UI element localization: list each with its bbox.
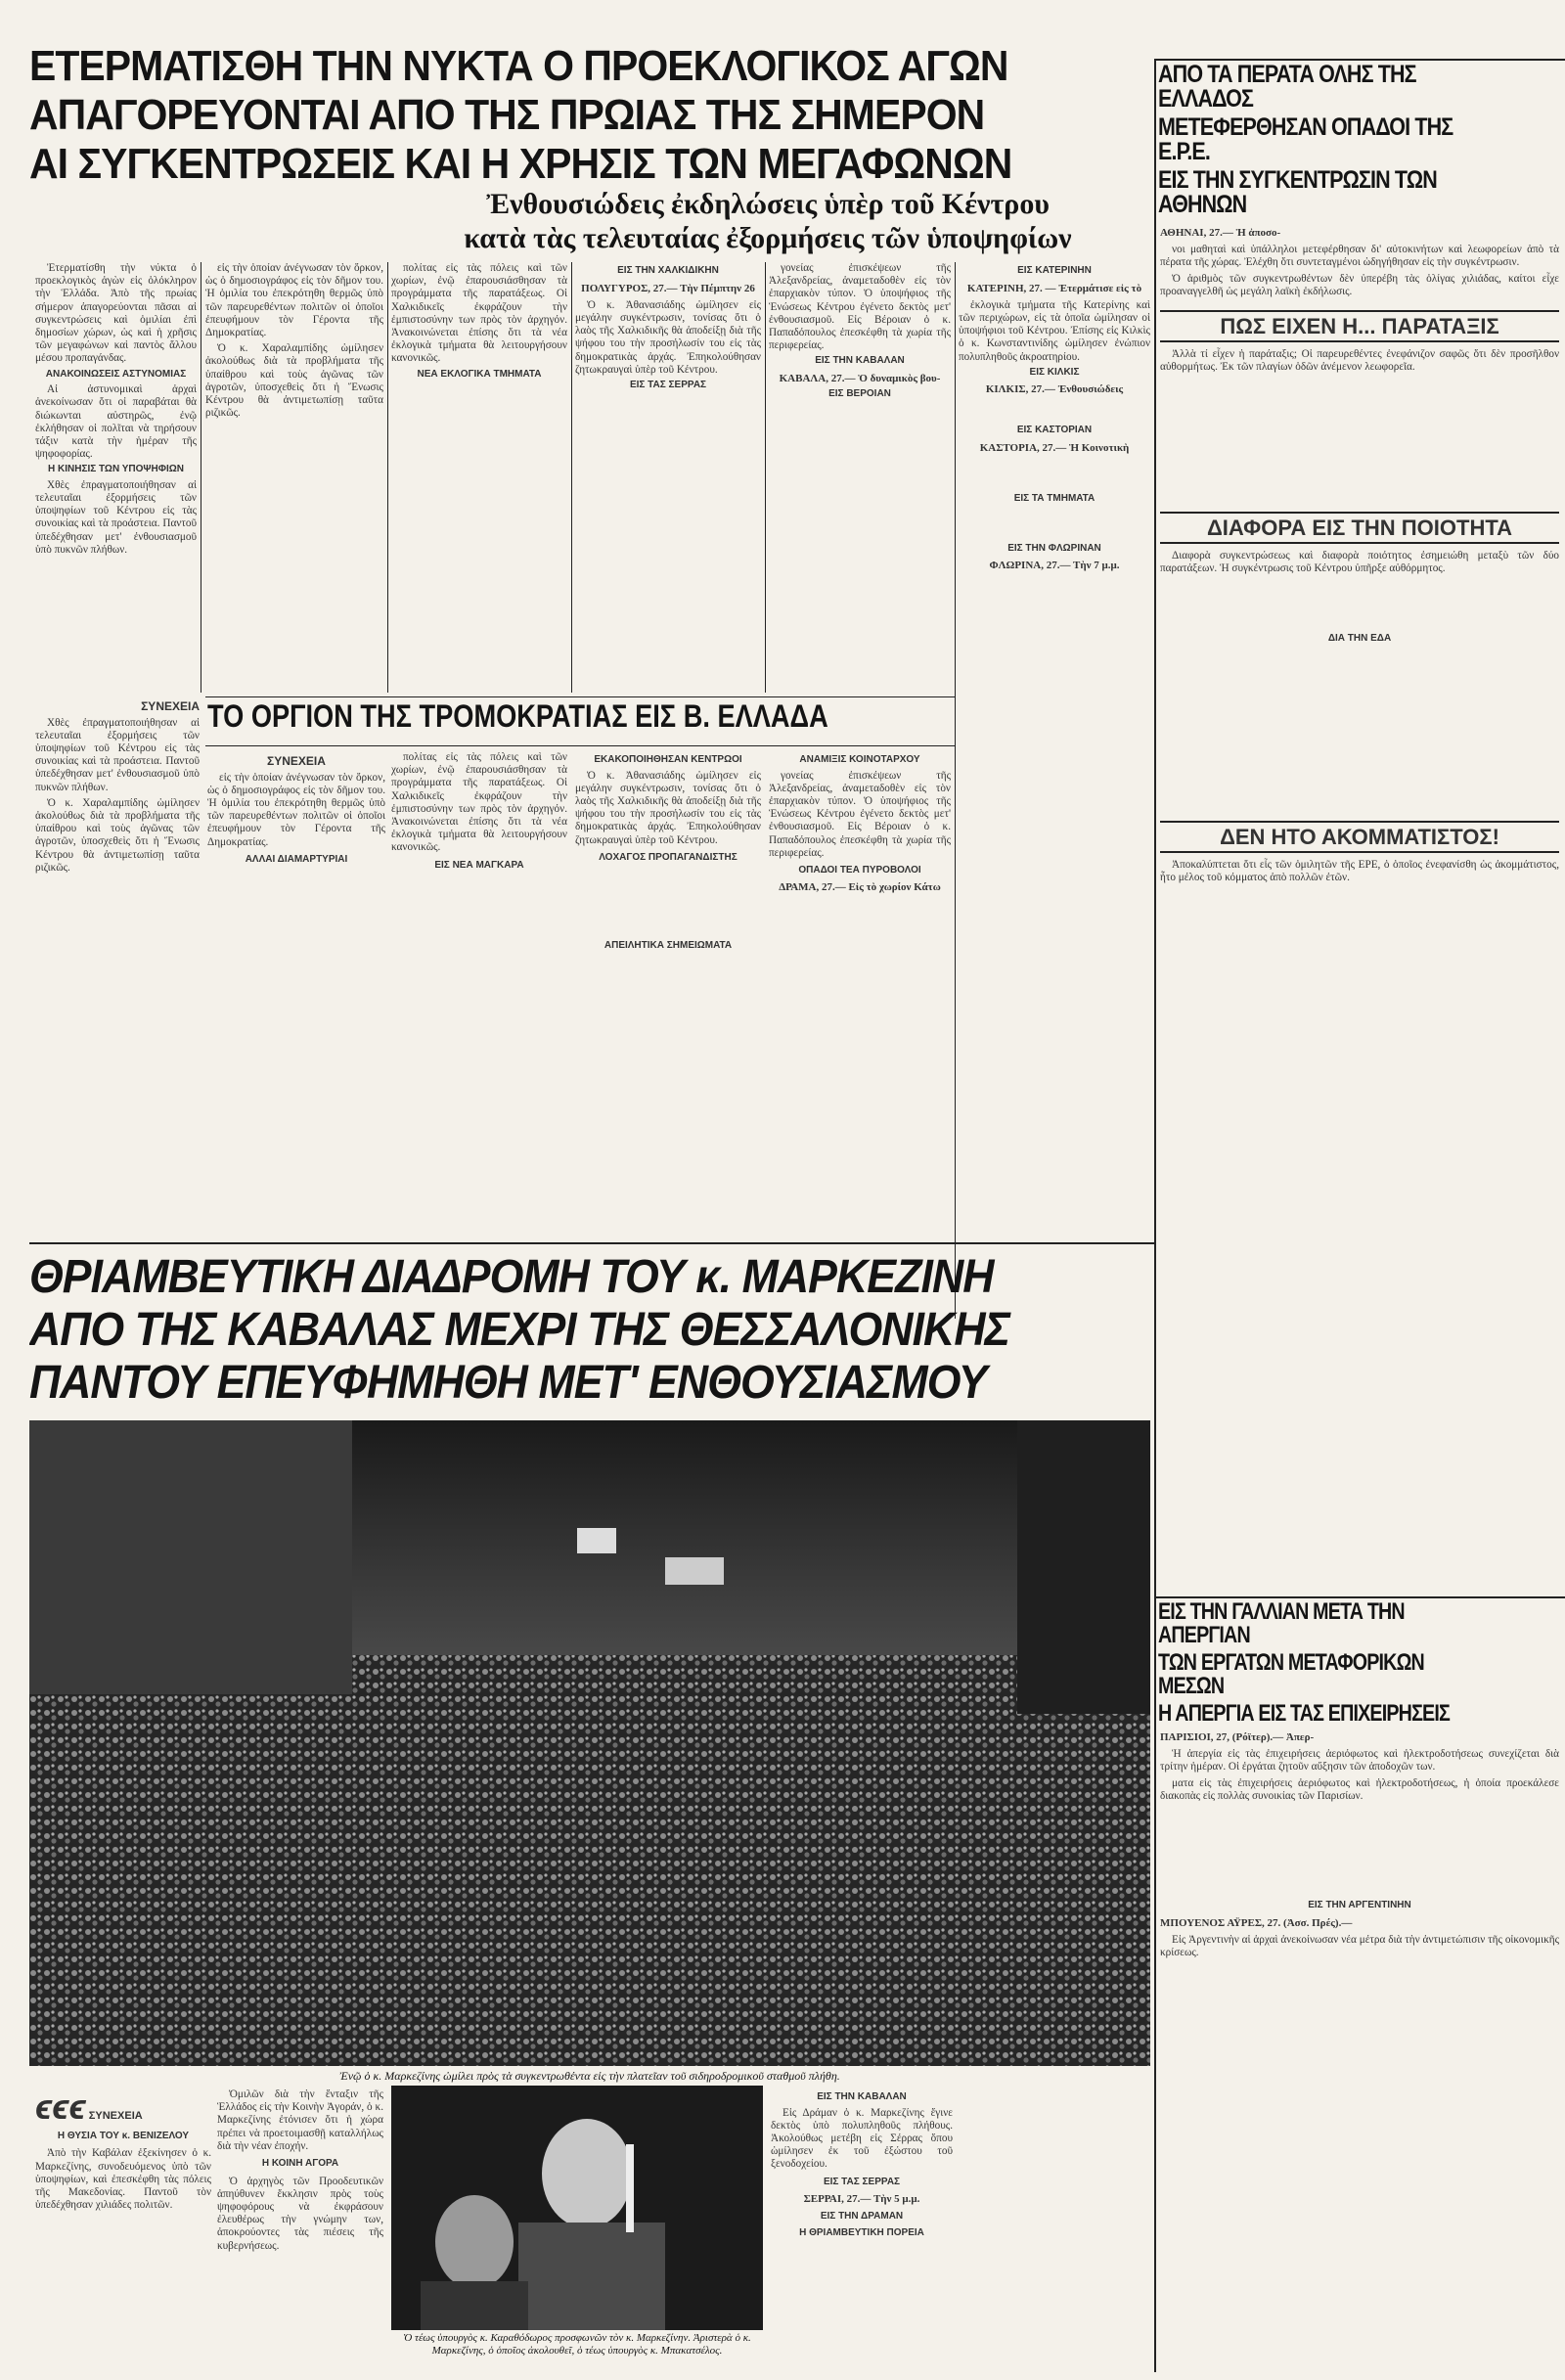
right-headline-line3: ΕΙΣ ΤΗΝ ΣΥΓΚΕΝΤΡΩΣΙΝ ΤΩΝ ΑΘΗΝΩΝ <box>1158 166 1437 218</box>
column-3-mid <box>391 751 567 1240</box>
gallia-para-1: Ἡ ἀπεργία εἰς τὰς ἐπιχειρήσεις ἀεριόφωτος καὶ ἠλεκτροδοτήσεως συνεχίζεται διὰ τρίτην ἡμέραν. Οἱ ἐργάται ζητοῦν αὔξησιν τῶν ἀποδοχῶν των. <box>1160 1748 1559 1774</box>
argentina-head: ΕΙΣ ΤΗΝ ΑΡΓΕΝΤΙΝΗΝ <box>1308 1900 1411 1911</box>
argentina-para: Εἰς Ἀργεντινὴν αἱ ἀρχαὶ ἀνεκοίνωσαν νέα μέτρα διὰ τὴν ἀντιμετώπισιν τῆς οἰκονομικῆς κρίσεως. <box>1160 1933 1559 1958</box>
anamixis-head: ΑΝΑΜΙΞΙΣ ΚΟΙΝΟΤΑΡΧΟΥ <box>799 754 920 765</box>
column-3-top <box>391 262 567 693</box>
column-1-para-2: Αἱ ἀστυνομικαὶ ἀρχαὶ ἀνεκοίνωσαν ὅτι οἱ παραβάται θὰ διώκωνται αὐστηρῶς, ἐνῷ ἐκλήθησαν οἱ πολῖται νὰ τηρήσουν τάξιν κατὰ τὴν ἡμέραν τῆς ψηφοφορίας. <box>35 383 197 461</box>
portrait-caption: Ὁ τέως ὑπουργὸς κ. Καραθόδωρος προσφωνῶν τὸν κ. Μαρκεζίνην. Ἀριστερὰ ὁ κ. Μαρκεζίνης, ὁ ὁποῖος ἀκολουθεῖ, ὁ τέως ὑπουργὸς κ. Μπακατσέλος. <box>403 2332 751 2357</box>
column-5-mid-para: γονείας ἐπισκέψεων τῆς Ἀλεξανδρείας, ἀναμεταδοθὲν εἰς τὸν ἐπαρχιακὸν τύπον. Ὁ ὑποψήφιος τῆς Ἑνώσεως Κέντρου ἐγένετο δεκτὸς μετ' ἐνθουσιασμοῦ. Εἰς Βέροιαν ὁ κ. Παπαδόπουλος ἐπεσκέφθη τὰ χωρία τῆς περιφερείας. <box>769 769 951 859</box>
main-headline <box>29 45 1149 182</box>
right-para-1: νοι μαθηταὶ καὶ ὑπάλληλοι μετεφέρθησαν δι' αὐτοκινήτων καὶ λεωφορείων ἀπὸ τὰ πέρατα τῆς χώρας. Ἐλέχθη ὅτι συντεταγμένοι ὡδηγήθησαν εἰς τὴν συγκέντρωσιν. <box>1160 244 1559 269</box>
right-para-4: Διαφορὰ συγκεντρώσεως καὶ διαφορὰ ποιότητος ἐσημειώθη μεταξὺ τῶν δύο παρατάξεων. Ἡ συγκέντρωσις τοῦ Κέντρου ὑπῆρξε αὐθόρμητος. <box>1160 549 1559 574</box>
main-subheadline-line1: Ἐνθουσιώδεις ἐκδηλώσεις ὑπὲρ τοῦ Κέντρου <box>486 188 1050 220</box>
right-para-2: Ὁ ἀριθμὸς τῶν συγκεντρωθέντων δὲν ὑπερέβη τὰς ὀλίγας χιλιάδας, καίτοι εἶχε προαναγγελθῆ ὡς μεγάλη λαϊκὴ ἐκδήλωσις. <box>1160 272 1559 297</box>
kilkis-head: ΕΙΣ ΚΙΛΚΙΣ <box>1029 366 1080 378</box>
gallia-line3: Η ΑΠΕΡΓΙΑ ΕΙΣ ΤΑΣ ΕΠΙΧΕΙΡΗΣΕΙΣ <box>1158 1700 1451 1722</box>
column-4-mid-para: Ὁ κ. Ἀθανασιάδης ὡμίλησεν εἰς μεγάλην συγκέντρωσιν, τονίσας ὅτι ὁ λαὸς τῆς Χαλκιδικῆς θὰ ἀποδείξῃ διὰ τῆς ψήφου του τὴν προσήλωσίν του εἰς τὰς δημοκρατικὰς ἀρχάς. Ἐπηκολούθησαν ζητωκραυγαὶ ὑπὲρ τοῦ Κέντρου. <box>575 769 761 846</box>
gallia-body <box>1160 1726 1559 2371</box>
alla-diamartyrai-head: ΑΛΛΑΙ ΔΙΑΜΑΡΤΥΡΙΑΙ <box>245 853 348 865</box>
athinai-dateline: ΑΘΗΝΑΙ, 27.— Ἡ ἀποσο- <box>1160 227 1281 239</box>
crowd-caption: Ἐνῷ ὁ κ. Μαρκεζίνης ὡμίλει πρὸς τὰ συγκεντρωθέντα εἰς τὴν πλατεῖαν τοῦ σιδηροδρομικοῦ σταθμοῦ πλήθη. <box>339 2069 840 2083</box>
kiniseis-head: Η ΚΙΝΗΣΙΣ ΤΩΝ ΥΠΟΨΗΦΙΩΝ <box>48 464 184 475</box>
synecheia-1: ΣΥΝΕΧΕΙΑ <box>141 699 200 713</box>
column-5-top <box>769 262 951 693</box>
column-5-mid <box>769 751 951 1240</box>
kavala-dateline: ΚΑΒΑΛΑ, 27.— Ὁ δυναμικὸς βου- <box>779 372 941 384</box>
crowd-photo <box>29 1420 1150 2066</box>
right-headline-line1: ΑΠΟ ΤΑ ΠΕΡΑΤΑ ΟΛΗΣ ΤΗΣ ΕΛΛΑΔΟΣ <box>1158 63 1416 112</box>
koini-agora-head: Η ΚΟΙΝΗ ΑΓΟΡΑ <box>261 2158 339 2170</box>
kilkis-dateline: ΚΙΛΚΙΣ, 27.— Ἐνθουσιώδεις <box>985 383 1124 396</box>
column-6-top <box>959 262 1150 1319</box>
serras2-head: ΕΙΣ ΤΑΣ ΣΕΡΡΑΣ <box>823 2176 901 2187</box>
dia-tin-eda-head: ΔΙΑ ΤΗΝ ΕΔΑ <box>1327 633 1392 645</box>
big-headline-line3: ΠΑΝΤΟΥ ΕΠΕΥΦΗΜΗΘΗ ΜΕΤ' ΕΝΘΟΥΣΙΑΣΜΟΥ <box>29 1357 987 1409</box>
katerini-head: ΕΙΣ ΚΑΤΕΡΙΝΗΝ <box>1017 265 1092 276</box>
polygyros-dateline: ΠΟΛΥΓΥΡΟΣ, 27.— Τὴν Πέμπτην 26 <box>581 282 755 294</box>
poiotita-head: ΔΙΑΦΟΡΑ ΕΙΣ ΤΗΝ ΠΟΙΟΤΗΤΑ <box>1206 515 1513 540</box>
column-2-mid <box>207 751 385 1240</box>
main-subheadline <box>386 188 1149 258</box>
synecheia-2: ΣΥΝΕΧΕΙΑ <box>267 754 326 768</box>
bottom-col4-para: Εἰς Δράμαν ὁ κ. Μαρκεζίνης ἔγινε δεκτὸς ὑπὸ πολυπληθοῦς πλήθους. Ἀκολούθως μετέβη εἰς Σέρρας ὅπου ὡμίλησεν ἐκ τοῦ ἐξώστου τοῦ ξενοδοχείου. <box>771 2106 953 2171</box>
katerini-dateline: ΚΑΤΕΡΙΝΗ, 27. — Ἐτερμάτισε εἰς τὸ <box>966 282 1142 294</box>
draman-head: ΕΙΣ ΤΗΝ ΔΡΑΜΑΝ <box>820 2211 904 2223</box>
column-6-para-1: ἐκλογικὰ τμήματα τῆς Κατερίνης καὶ τῶν περιχώρων, εἰς τὰ ὁποῖα ὡμίλησαν οἱ ὑποψήφιοι τοῦ Κέντρου. Ἐπίσης εἰς Κιλκὶς ὁ κ. Κωνσταντινίδης ὡμίλησεν ἐνώπιον πολυπληθοῦς ἀκροατηρίου. <box>959 298 1150 363</box>
akommatistos-head: ΔΕΝ ΗΤΟ ΑΚΟΜΜΑΤΙΣΤΟΣ! <box>1220 824 1499 849</box>
nea-magkara-head: ΕΙΣ ΝΕΑ ΜΑΓΚΑΡΑ <box>434 859 524 871</box>
kavalan2-head: ΕΙΣ ΤΗΝ ΚΑΒΑΛΑΝ <box>817 2091 907 2102</box>
main-headline-line2: ΑΠΑΓΟΡΕΥΟΝΤΑΙ ΑΠΟ ΤΗΣ ΠΡΩΙΑΣ ΤΗΣ ΣΗΜΕΡΟΝ <box>29 91 985 139</box>
kastoria-dateline: ΚΑΣΤΟΡΙΑ, 27.— Ἡ Κοινοτικὴ <box>979 441 1130 454</box>
mpouenos-dateline: ΜΠΟΥΕΝΟΣ ΑΫΡΕΣ, 27. (Ἀσσ. Πρές).— <box>1160 1916 1353 1929</box>
column-5-para-1: γονείας ἐπισκέψεων τῆς Ἀλεξανδρείας, ἀναμεταδοθὲν εἰς τὸν ἐπαρχιακὸν τύπον. Ὁ ὑποψήφιος τῆς Ἑνώσεως Κέντρου ἐγένετο δεκτὸς μετ' ἐνθουσιασμοῦ. Εἰς Βέροιαν ὁ κ. Παπαδόπουλος ἐπεσκέφθη τὰ χωρία τῆς περιφερείας. <box>769 262 951 352</box>
thysia-head: Η ΘΥΣΙΑ ΤΟΥ κ. ΒΕΝΙΖΕΛΟΥ <box>57 2130 190 2141</box>
kastoria-head: ΕΙΣ ΚΑΣΤΟΡΙΑΝ <box>1016 425 1093 436</box>
portrait-photo <box>391 2086 763 2330</box>
thriamveftiki-head: Η ΘΡΙΑΜΒΕΥΤΙΚΗ ΠΟΡΕΙΑ <box>799 2226 924 2238</box>
gallia-rule-top <box>1154 1596 1565 1598</box>
right-headline-line2: ΜΕΤΕΦΕΡΘΗΣΑΝ ΟΠΑΔΟΙ ΤΗΣ Ε.Ρ.Ε. <box>1158 113 1453 165</box>
divider-4 <box>765 262 766 693</box>
bottom-column-1 <box>35 2088 211 2372</box>
kavala-head: ΕΙΣ ΤΗΝ ΚΑΒΑΛΑΝ <box>815 355 905 367</box>
opaloi-head: ΟΠΑΔΟΙ ΤΕΑ ΠΥΡΟΒΟΛΟΙ <box>798 864 921 876</box>
column-4-top <box>575 262 761 693</box>
gallia-line2: ΤΩΝ ΕΡΓΑΤΩΝ ΜΕΤΑΦΟΡΙΚΩΝ ΜΕΣΩΝ <box>1158 1649 1424 1699</box>
bottom-col1-para: Ἀπὸ τὴν Καβάλαν ἐξεκίνησεν ὁ κ. Μαρκεζίνης, συνοδευόμενος ὑπὸ τῶν ὑποψηφίων, καὶ ἐπεσκέφθη τὰς πόλεις τῆς Μακεδονίας. Παντοῦ τὸν ὑπεδέχθησαν χιλιάδες πολιτῶν. <box>35 2147 211 2212</box>
right-column-divider <box>1154 59 1156 2372</box>
timmata-head: ΕΙΣ ΤΑ ΤΜΗΜΑΤΑ <box>1013 493 1096 505</box>
gallia-para-2: ματα εἰς τὰς ἐπιχειρήσεις ἀεριόφωτος καὶ ἠλεκτροδοτήσεως, ἡ ὁποία προεκάλεσε διακοπὰς εἰς πολλὰς συνοικίας τῶν Παρισίων. <box>1160 1776 1559 1802</box>
apeilitika-head: ΑΠΕΙΛΗΤΙΚΑ ΣΗΜΕΙΩΜΑΤΑ <box>604 940 733 952</box>
main-subheadline-line2: κατὰ τὰς τελευταίας ἐξορμήσεις τῶν ὑποψηφίων <box>464 222 1072 254</box>
column-4-para-1: Ὁ κ. Ἀθανασιάδης ὡμίλησεν εἰς μεγάλην συγκέντρωσιν, τονίσας ὅτι ὁ λαὸς τῆς Χαλκιδικῆς θὰ ἀποδείξῃ διὰ τῆς ψήφου του τὴν προσήλωσίν του εἰς τὰς δημοκρατικὰς ἀρχάς. Ἐπηκολούθησαν ζητωκραυγαὶ ὑπὲρ τοῦ Κέντρου. <box>575 298 761 376</box>
big-headline <box>29 1250 1150 1418</box>
big-headline-line2: ΑΠΟ ΤΗΣ ΚΑΒΑΛΑΣ ΜΕΧΡΙ ΤΗΣ ΘΕΣΣΑΛΟΝΙΚΗΣ <box>29 1304 1010 1356</box>
anakoinoseis-head: ΑΝΑΚΟΙΝΩΣΕΙΣ ΑΣΤΥΝΟΜΙΑΣ <box>45 368 187 380</box>
column-1-mid-para-2: Ὁ κ. Χαραλαμπίδης ὡμίλησεν ἀκολούθως διὰ τὰ προβλήματα τῆς ὑπαίθρου καὶ τοὺς ἀγῶνας τῶν ἀγροτῶν, ὑποσχεθεὶς ὅτι ἡ Ἕνωσις Κέντρου θὰ ἀντιμετωπίσῃ ταῦτα ριζικῶς. <box>35 796 200 874</box>
chalkidiki-head: ΕΙΣ ΤΗΝ ΧΑΛΚΙΔΙΚΗΝ <box>617 265 719 276</box>
main-headline-line3: ΑΙ ΣΥΓΚΕΝΤΡΩΣΕΙΣ ΚΑΙ Η ΧΡΗΣΙΣ ΤΩΝ ΜΕΓΑΦΩΝΩΝ <box>29 140 1012 182</box>
column-1-mid-para: Χθὲς ἐπραγματοποιήθησαν αἱ τελευταῖαι ἐξορμήσεις τῶν ὑποψηφίων τοῦ Κέντρου εἰς τὰς συνοικίας καὶ τὰ προάστεια. Παντοῦ ὑπεδέχθησαν μετ' ἐνθουσιασμοῦ ὑπὸ πυκνῶν πλήθων. <box>35 716 200 793</box>
column-3-para-1: πολίτας εἰς τὰς πόλεις καὶ τῶν χωρίων, ἐνῷ ἐπαρουσιάσθησαν τὰ προγράμματα τῆς παρατάξεως. Οἱ Χαλκιδικεῖς ἐκφράζουν τὴν ἐμπιστοσύνην των πρὸς τὸν ἀρχηγόν. Ἀνακοινώνεται ἐπίσης ὅτι τὰ νέα ἐκλογικὰ τμήματα θὰ λειτουργήσουν κανονικῶς. <box>391 262 567 365</box>
mid-headline-box <box>207 700 953 743</box>
right-para-5: Ἀποκαλύπτεται ὅτι εἷς τῶν ὁμιλητῶν τῆς ΕΡΕ, ὁ ὁποῖος ἐνεφανίσθη ὡς ἀκομμάτιστος, ἦτο μέλος τοῦ κόμματος ἀπὸ πολλῶν ἐτῶν. <box>1160 858 1559 883</box>
gallia-headline <box>1158 1600 1559 1722</box>
bottom-col2-para-2: Ὁ ἀρχηγὸς τῶν Προοδευτικῶν ἀπηύθυνεν ἔκκλησιν πρὸς τοὺς ψηφοφόρους νὰ ἐκφράσουν ἐλευθέρως τὴν γνώμην των, ἀποκρούοντες τὰς πιέσεις τῆς κυβερνήσεως. <box>217 2175 383 2252</box>
gallia-line1: ΕΙΣ ΤΗΝ ΓΑΛΛΙΑΝ ΜΕΤΑ ΤΗΝ ΑΠΕΡΓΙΑΝ <box>1158 1600 1405 1648</box>
right-headline <box>1158 63 1559 219</box>
mid-rule-top <box>205 696 955 697</box>
portrait-photo-svg <box>391 2086 763 2330</box>
divider-5 <box>955 262 956 1319</box>
lochagos-head: ΛΟΧΑΓΟΣ ΠΡΟΠΑΓΑΝΔΙΣΤΗΣ <box>599 851 738 863</box>
left-margin-fragment <box>0 59 12 235</box>
right-para-3: Ἀλλὰ τί εἶχεν ἡ παράταξις; Οἱ παρευρεθέντες ἐνεφάνιζον σαφῶς ὅτι δὲν προσῆλθον αὐθορμήτως. Ἐκ τῶν πλαγίων ὁδῶν ἀνέμενον λεωφορεῖα. <box>1160 348 1559 374</box>
parisi-dateline: ΠΑΡΙΣΙΟΙ, 27, (Ρόϊτερ).— Ἀπερ- <box>1160 1731 1315 1743</box>
column-2-top <box>205 262 383 693</box>
serres-head: ΕΙΣ ΤΑΣ ΣΕΡΡΑΣ <box>629 379 707 390</box>
ekakopoiithisan-head: ΕΚΑΚΟΠΟΙΗΘΗΣΑΝ ΚΕΝΤΡΩΟΙ <box>594 754 742 765</box>
synecheia-bottom-label: ΣΥΝΕΧΕΙΑ <box>88 2110 143 2122</box>
parataxis-head: ΠΩΣ ΕΙΧΕΝ Η... ΠΑΡΑΤΑΞΙΣ <box>1220 314 1499 339</box>
bottom-column-2 <box>217 2088 383 2372</box>
right-column-body <box>1160 221 1559 1591</box>
nea-eklogika-head: ΝΕΑ ΕΚΛΟΓΙΚΑ ΤΜΗΜΑΤΑ <box>417 368 542 380</box>
column-1-mid <box>35 696 200 1244</box>
divider-3 <box>571 262 572 693</box>
crowd-photo-svg <box>29 1420 1150 2066</box>
bottom-col2-para: Ὁμιλῶν διὰ τὴν ἔνταξιν τῆς Ἑλλάδος εἰς τὴν Κοινὴν Ἀγοράν, ὁ κ. Μαρκεζίνης ἐτόνισεν ὅτι ἡ χώρα πρέπει νὰ προετοιμασθῇ καταλλήλως διὰ τὴν νέαν ἐποχήν. <box>217 2088 383 2152</box>
florina-dateline: ΦΛΩΡΙΝΑ, 27.— Τὴν 7 μ.μ. <box>989 560 1120 572</box>
drama-dateline: ΔΡΑΜΑ, 27.— Εἰς τὸ χωρίον Κάτω <box>779 881 941 894</box>
column-4-mid <box>575 751 761 1240</box>
divider-2 <box>387 262 388 693</box>
column-1-para-3: Χθὲς ἐπραγματοποιήθησαν αἱ τελευταῖαι ἐξορμήσεις τῶν ὑποψηφίων τοῦ Κέντρου εἰς τὰς συνοικίας καὶ τὰ προάστεια. Παντοῦ ὑπεδέχθησαν μετ' ἐνθουσιασμοῦ ὑπὸ πυκνῶν πλήθων. <box>35 478 197 556</box>
mid-rule-bottom <box>205 745 955 746</box>
column-1-top <box>35 262 197 693</box>
column-3-mid-para: πολίτας εἰς τὰς πόλεις καὶ τῶν χωρίων, ἐνῷ ἐπαρουσιάσθησαν τὰ προγράμματα τῆς παρατάξεως. Οἱ Χαλκιδικεῖς ἐκφράζουν τὴν ἐμπιστοσύνην των πρὸς τὸν ἀρχηγόν. Ἀνακοινώνεται ἐπίσης ὅτι τὰ νέα ἐκλογικὰ τμήματα θὰ λειτουργήσουν κανονικῶς. <box>391 751 567 854</box>
florina-head: ΕΙΣ ΤΗΝ ΦΛΩΡΙΝΑΝ <box>1007 542 1101 554</box>
synecheia-bottom <box>35 2088 211 2126</box>
mid-headline: ΤΟ ΟΡΓΙΟΝ ΤΗΣ ΤΡΟΜΟΚΡΑΤΙΑΣ ΕΙΣ Β. ΕΛΛΑΔΑ <box>207 700 828 734</box>
big-headline-rule-top <box>29 1242 1154 1244</box>
veroia-head: ΕΙΣ ΒΕΡΟΙΑΝ <box>828 388 891 400</box>
big-headline-line1: ΘΡΙΑΜΒΕΥΤΙΚΗ ΔΙΑΔΡΟΜΗ ΤΟΥ κ. ΜΑΡΚΕΖΙΝΗ <box>29 1251 994 1303</box>
dropcap-decoration: ϵϵϵ <box>35 2088 86 2127</box>
main-headline-line1: ΕΤΕΡΜΑΤΙΣΘΗ ΤΗΝ ΝΥΚΤΑ Ο ΠΡΟΕΚΛΟΓΙΚΟΣ ΑΓΩΝ <box>29 45 1008 90</box>
serres-dateline: ΣΕΡΡΑΙ, 27.— Τὴν 5 μ.μ. <box>803 2193 920 2206</box>
bottom-column-4 <box>771 2088 953 2372</box>
column-2-para-2: Ὁ κ. Χαραλαμπίδης ὡμίλησεν ἀκολούθως διὰ τὰ προβλήματα τῆς ὑπαίθρου καὶ τοὺς ἀγῶνας τῶν ἀγροτῶν, ὑποσχεθεὶς ὅτι ἡ Ἕνωσις Κέντρου θὰ ἀντιμετωπίσῃ ταῦτα ριζικῶς. <box>205 342 383 420</box>
column-2-para-1: εἰς τὴν ὁποίαν ἀνέγνωσαν τὸν ὅρκον, ὡς ὁ δημοσιογράφος εἰς τὸν δῆμον του. Ἡ ὁμιλία του ἐπεκρότηθη θερμῶς ὑπὸ τῶν παρευρεθέντων πολιτῶν οἱ ὁποῖοι ἐπευφήμουν τὸν Γέροντα τῆς Δημοκρατίας. <box>205 262 383 339</box>
column-1-para-1: Ἐτερματίσθη τὴν νύκτα ὁ προεκλογικὸς ἀγὼν εἰς ὁλόκληρον τὴν Ἑλλάδα. Ἀπὸ τῆς πρωίας σήμερον ἀπαγορεύονται πᾶσαι αἱ συγκεντρώσεις καὶ ὁμιλίαι ἐπὶ δημοσίων χώρων, ὡς καὶ ἡ χρῆσις τῶν μεγαφώνων καὶ παντὸς ἄλλου μέσου προπαγάνδας. <box>35 262 197 365</box>
column-2-mid-para: εἰς τὴν ὁποίαν ἀνέγνωσαν τὸν ὅρκον, ὡς ὁ δημοσιογράφος εἰς τὸν δῆμον του. Ἡ ὁμιλία του ἐπεκρότηθη θερμῶς ὑπὸ τῶν παρευρεθέντων πολιτῶν οἱ ὁποῖοι ἐπευφήμουν τὸν Γέροντα τῆς Δημοκρατίας. <box>207 771 385 848</box>
top-right-rule <box>1154 59 1565 61</box>
